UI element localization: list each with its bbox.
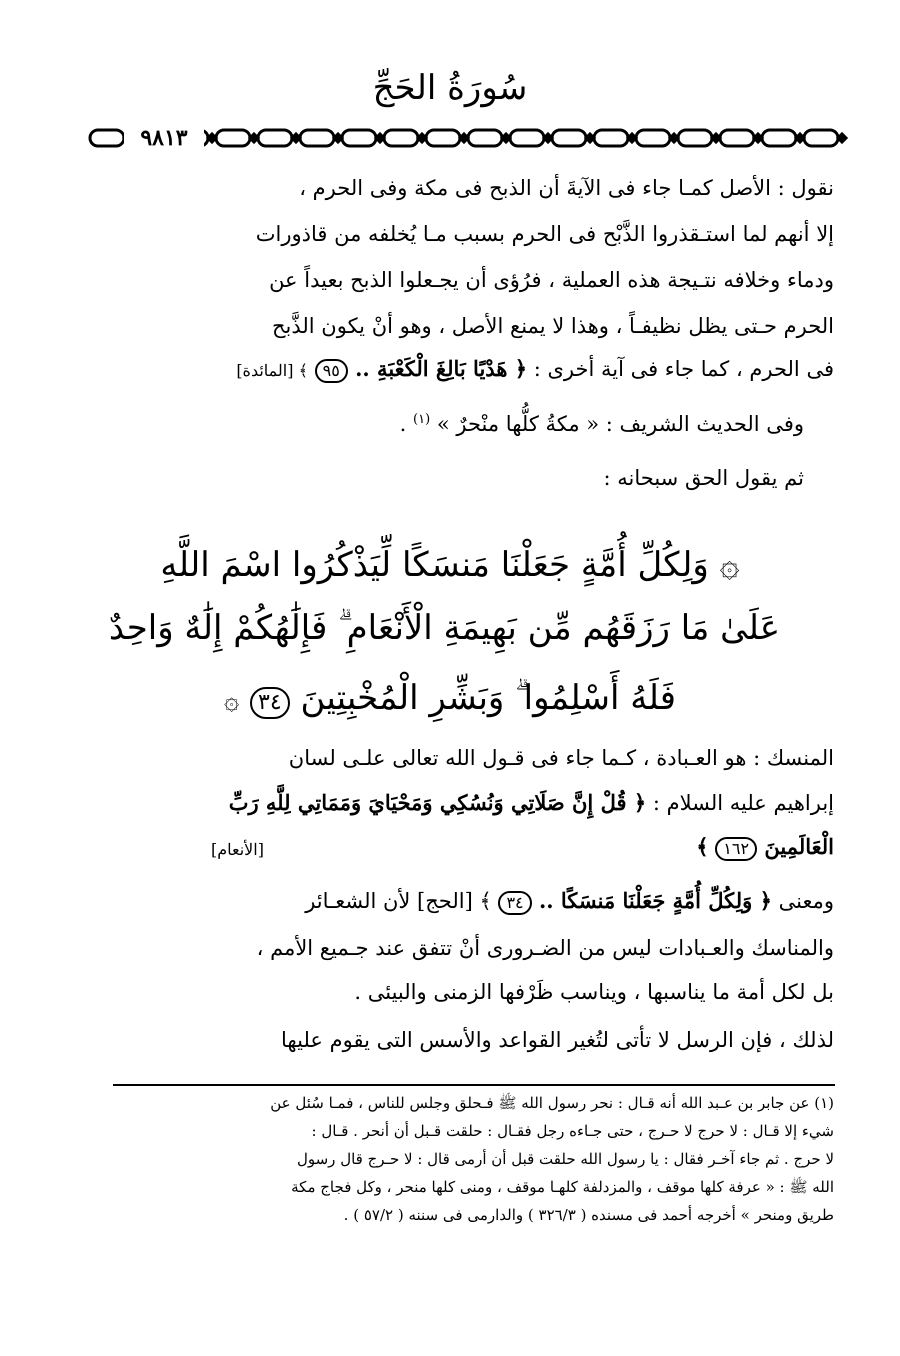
border-link bbox=[804, 130, 838, 146]
text-segment: . bbox=[399, 412, 407, 436]
border-link bbox=[90, 130, 124, 146]
commentary-top bbox=[74, 176, 834, 516]
text-segment: ومعنى bbox=[778, 889, 834, 913]
text-line: بل لكل أمة ما يناسبها ، ويناسب ظَرْفها الزمنى والبيئى . bbox=[354, 980, 834, 1004]
border-link bbox=[258, 130, 292, 146]
surah-reference: [الأنعام] bbox=[210, 840, 264, 859]
verse-number-badge: ٣٤ bbox=[498, 891, 531, 915]
verse-number-badge: ٩٥ bbox=[315, 359, 348, 383]
text-line: والمناسك والعـبادات ليس من الضـرورى أنْ تتفق عند جـميع الأمم ، bbox=[256, 936, 834, 960]
footnote-line: (١) عن جابر بن عـبد الله أنه قـال : نحر رسول الله ﷺ فـحلق وجلس للناس ، فمـا سُئل عن bbox=[270, 1094, 834, 1112]
border-link bbox=[384, 130, 418, 146]
footnote-divider bbox=[113, 1084, 835, 1086]
text-line-with-verse bbox=[229, 790, 834, 815]
footnote-line: طريق ومنحر » أخرجه أحمد فى مسنده ( ٣٢٦/٣ ) والدارمى فى سننه ( ٥٧/٢ ) . bbox=[343, 1206, 834, 1224]
verse-number-badge: ١٦٢ bbox=[715, 837, 757, 861]
text-line-with-verse bbox=[236, 356, 834, 383]
verse-line-end bbox=[120, 678, 780, 719]
quran-quote-end: ﴾ bbox=[696, 834, 709, 859]
footnote-line: الله ﷺ : « عرفة كلها موقف ، والمزدلفة كلهـا موقف ، ومنى كلها منحر ، وكل فجاج مكة bbox=[291, 1178, 834, 1196]
border-link bbox=[762, 130, 796, 146]
text-line: نقول : الأصل كمـا جاء فى الآيةَ أن الذبح فى مكة وفى الحرم ، bbox=[299, 176, 834, 200]
text-line: ودماء وخلافه نتـيجة هذه العملية ، فرُؤى أن يجـعلوا الذبح بعيداً عن bbox=[269, 268, 834, 292]
text-line: الحرم حـتى يظل نظيفـاً ، وهذا لا يمنع الأصل ، وهو أنْ يكون الذَّبح bbox=[271, 314, 834, 338]
text-segment: ﴾ [الحج] لأن الشعـائر bbox=[305, 889, 492, 913]
hadith-text: وفى الحديث الشريف : « مكةُ كلُّها منْحرٌ » bbox=[430, 412, 804, 436]
border-link bbox=[468, 130, 502, 146]
footnote-line: لا حرج . ثم جاء آخـر فقال : يا رسول الله حلقت قبل أن أرمى قال : لا حـرج قال رسول bbox=[296, 1150, 834, 1168]
text-line: لذلك ، فإن الرسل لا تأتى لتُغير القواعد والأسس التى يقوم عليها bbox=[281, 1028, 834, 1052]
verse-line: عَلَىٰ مَا رَزَقَهُم مِّن بَهِيمَةِ الْأَنْعَامِ ۗ فَإِلَٰهُكُمْ إِلَٰهٌ وَاحِدٌ bbox=[108, 608, 780, 648]
footnote-line: شيء إلا قـال : لا حرج لا حـرج ، حتى جـاءه رجل فقـال : حلقت قـبل أن أنحر . قـال : bbox=[311, 1122, 834, 1140]
text-segment: إبراهيم عليه السلام : bbox=[652, 791, 834, 815]
border-link bbox=[216, 130, 250, 146]
text-segment: فى الحرم ، كما جاء فى آية أخرى : bbox=[533, 357, 834, 381]
border-link bbox=[510, 130, 544, 146]
text-line: ثم يقول الحق سبحانه : bbox=[603, 466, 804, 490]
text-line-with-verse bbox=[696, 834, 834, 861]
quran-quote: الْعَالَمِينَ bbox=[757, 834, 834, 859]
border-link bbox=[426, 130, 460, 146]
verse-text: فَلَهُ أَسْلِمُوا ۗ وَبَشِّرِ الْمُخْبِتِينَ bbox=[300, 678, 677, 718]
page-number: ٩٨١٣ bbox=[124, 124, 204, 152]
border-link bbox=[594, 130, 628, 146]
quran-quote: ﴿ قُلْ إِنَّ صَلَاتِي وَنُسُكِي وَمَحْيَايَ وَمَمَاتِي لِلَّهِ رَبِّ bbox=[228, 790, 647, 815]
quran-quote: ﴿ هَدْيًا بَالِغَ الْكَعْبَةِ .. bbox=[347, 356, 528, 381]
hadith-line bbox=[400, 412, 804, 436]
text-line: إلا أنهم لما استـقذروا الذَّبْح فى الحرم بسبب مـا يُخلفه من قاذورات bbox=[255, 222, 834, 246]
verse-line: ۞ وَلِكُلِّ أُمَّةٍ جَعَلْنَا مَنسَكًا لِّيَذْكُرُوا اسْمَ اللَّهِ bbox=[160, 545, 740, 585]
verse-end-ornament: ۞ bbox=[223, 686, 240, 716]
border-link bbox=[342, 130, 376, 146]
text-line-with-verse bbox=[305, 888, 834, 915]
commentary-bottom bbox=[74, 746, 834, 1066]
border-link bbox=[720, 130, 754, 146]
border-diamond bbox=[838, 134, 846, 142]
text-line: المنسك : هو العـبادة ، كـما جاء فى قـول الله تعالى علـى لسان bbox=[288, 746, 834, 770]
surah-reference: ﴾ [المائدة] bbox=[236, 361, 308, 380]
border-link bbox=[552, 130, 586, 146]
quran-quote: ﴿ وَلِكُلِّ أُمَّةٍ جَعَلْنَا مَنسَكًا .. bbox=[531, 888, 772, 913]
border-link bbox=[636, 130, 670, 146]
surah-title: سُورَةُ الحَجِّ bbox=[372, 68, 528, 108]
footnote-marker: (١) bbox=[413, 412, 431, 427]
border-link bbox=[678, 130, 712, 146]
verse-number-badge: ٣٤ bbox=[250, 687, 290, 719]
border-link bbox=[300, 130, 334, 146]
